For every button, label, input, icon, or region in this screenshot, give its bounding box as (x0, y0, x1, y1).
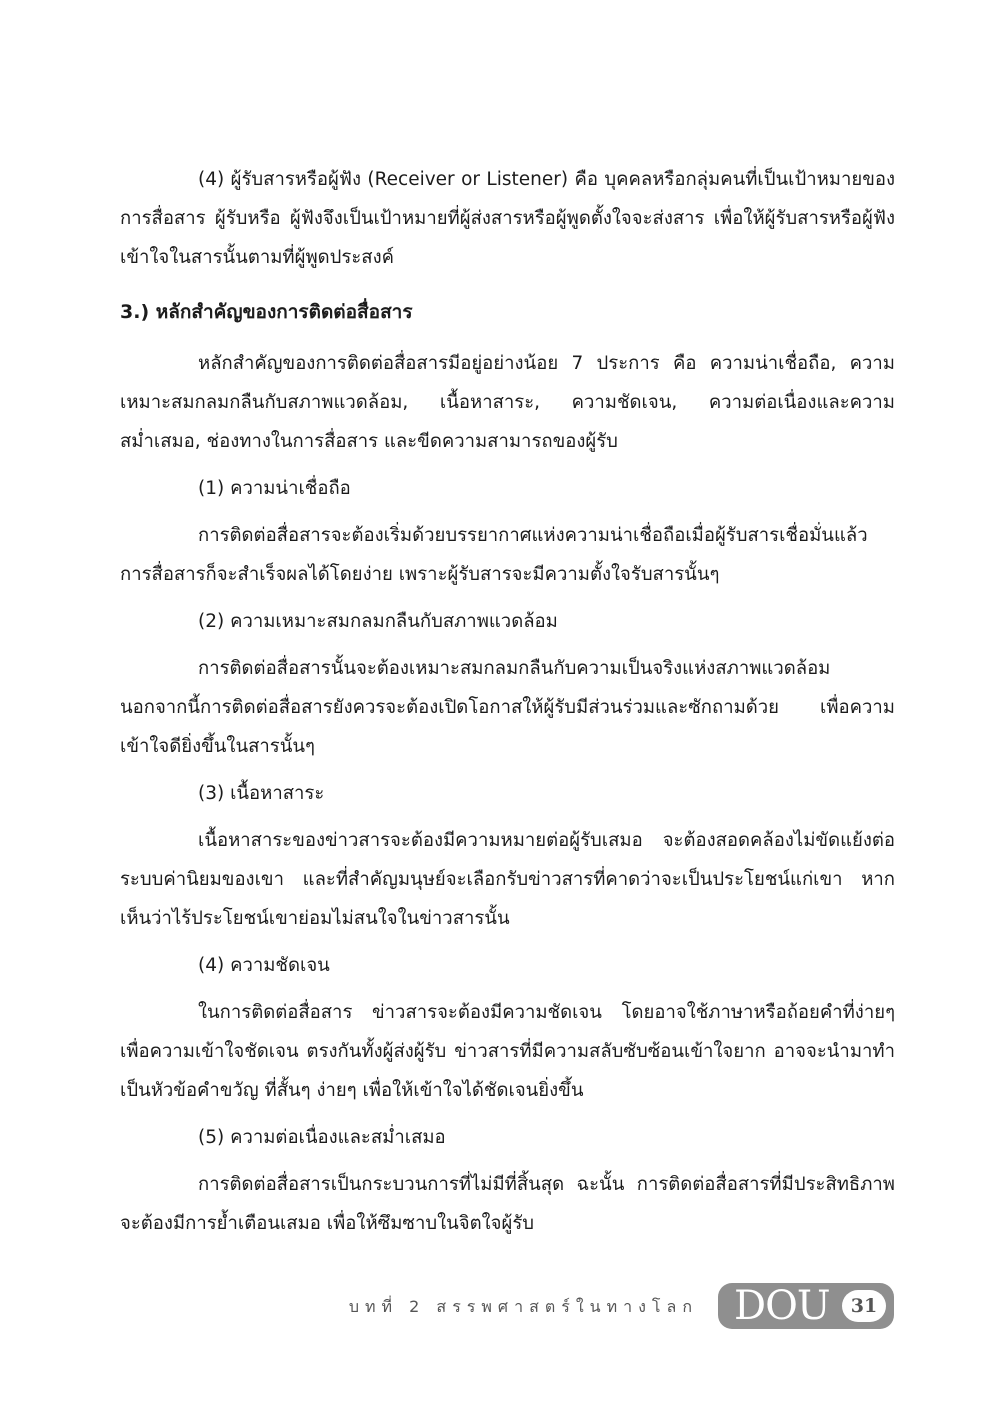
dou-badge (718, 1283, 894, 1329)
paragraph-context: การติดต่อสื่อสารนั้นจะต้องเหมาะสมกลมกลืนกับความเป็นจริงแห่งสภาพแวดล้อม นอกจากนี้การติดต่อสื่อสารยังควรจะต้องเปิดโอกาสให้ผู้รับมีส่วนร่วมและซักถามด้วย เพื่อความเข้าใจดียิ่งขึ้นในสารนั้นๆ (120, 658, 895, 757)
subheading-content: (3) เนื้อหาสาระ (198, 783, 325, 804)
dou-logo: DOU (734, 1283, 830, 1329)
paragraph-clarity: ในการติดต่อสื่อสาร ข่าวสารจะต้องมีความชัดเจน โดยอาจใช้ภาษาหรือถ้อยคำที่ง่ายๆ เพื่อความเข้าใจชัดเจน ตรงกันทั้งผู้ส่งผู้รับ ข่าวสารที่มีความสลับซับซ้อนเข้าใจยาก อาจจะนำมาทำเป็นหัวข้อคำขวัญ ที่สั้นๆ ง่ายๆ เพื่อให้เข้าใจได้ชัดเจนยิ่งขึ้น (120, 1002, 895, 1101)
paragraph-content: เนื้อหาสาระของข่าวสารจะต้องมีความหมายต่อผู้รับเสมอ จะต้องสอดคล้องไม่ขัดแย้งต่อระบบค่านิยมของเขา และที่สำคัญมนุษย์จะเลือกรับข่าวสารที่คาดว่าจะเป็นประโยชน์แก่เขา หากเห็นว่าไร้ประโยชน์เขาย่อมไม่สนใจในข่าวสารนั้น (120, 830, 895, 929)
section-heading: 3.) หลักสำคัญของการติดต่อสื่อสาร (120, 301, 413, 323)
subheading-context: (2) ความเหมาะสมกลมกลืนกับสภาพแวดล้อม (198, 611, 558, 632)
page-number: 31 (842, 1290, 886, 1322)
subheading-continuity: (5) ความต่อเนื่องและสม่ำเสมอ (198, 1127, 446, 1148)
paragraph-continuity: การติดต่อสื่อสารเป็นกระบวนการที่ไม่มีที่สิ้นสุด ฉะนั้น การติดต่อสื่อสารที่มีประสิทธิภาพ จะต้องมีการย้ำเตือนเสมอ เพื่อให้ซึมซาบในจิตใจผู้รับ (120, 1174, 895, 1234)
subheading-clarity: (4) ความชัดเจน (198, 955, 330, 976)
page-footer (0, 1283, 1000, 1331)
chapter-title: บทที่ 2 สรรพศาสตร์ในทางโลก (348, 1297, 698, 1316)
paragraph-receiver: (4) ผู้รับสารหรือผู้ฟัง (Receiver or Listener) คือ บุคคลหรือกลุ่มคนที่เป็นเป้าหมายของการสื่อสาร ผู้รับหรือ ผู้ฟังจึงเป็นเป้าหมายที่ผู้ส่งสารหรือผู้พูดตั้งใจจะส่งสาร เพื่อให้ผู้รับสารหรือผู้ฟังเข้าใจในสารนั้นตามที่ผู้พูดประสงค์ (120, 169, 895, 268)
page-body (120, 160, 895, 1243)
paragraph-principles-intro: หลักสำคัญของการติดต่อสื่อสารมีอยู่อย่างน้อย 7 ประการ คือ ความน่าเชื่อถือ, ความเหมาะสมกลมกลืนกับสภาพแวดล้อม, เนื้อหาสาระ, ความชัดเจน, ความต่อเนื่องและความสม่ำเสมอ, ช่องทางในการสื่อสาร และขีดความสามารถของผู้รับ (120, 353, 895, 452)
subheading-credibility: (1) ความน่าเชื่อถือ (198, 478, 351, 499)
paragraph-credibility: การติดต่อสื่อสารจะต้องเริ่มด้วยบรรยากาศแห่งความน่าเชื่อถือเมื่อผู้รับสารเชื่อมั่นแล้ว การสื่อสารก็จะสำเร็จผลได้โดยง่าย เพราะผู้รับสารจะมีความตั้งใจรับสารนั้นๆ (120, 525, 868, 585)
